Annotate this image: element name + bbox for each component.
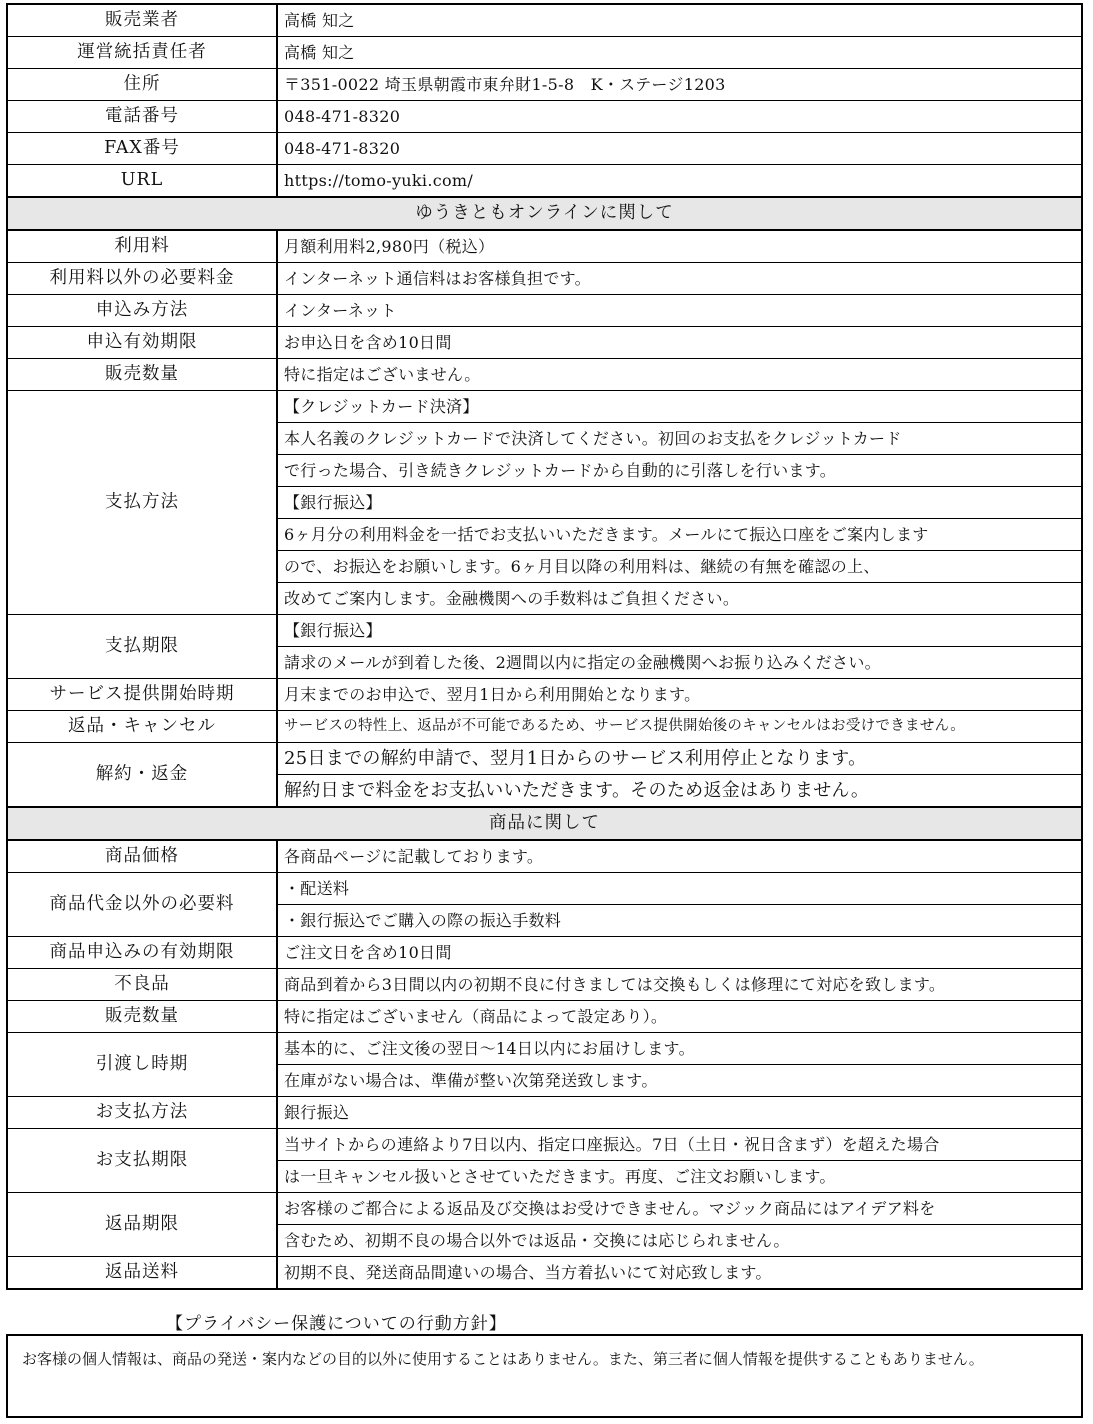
payment-line: で行った場合、引き続きクレジットカードから自動的に引落しを行います。 xyxy=(277,455,1082,487)
delivery-line: 基本的に、ご注文後の翌日～14日以内にお届けします。 xyxy=(277,1033,1082,1065)
payment-deadline-label: 支払期限 xyxy=(7,615,277,679)
payment-line: 【クレジットカード決済】 xyxy=(277,391,1082,423)
pay-deadline-line: は一旦キャンセル扱いとさせていただきます。再度、ご注文お願いします。 xyxy=(277,1161,1082,1193)
delivery-label: 引渡し時期 xyxy=(7,1033,277,1097)
deadline-line: 【銀行振込】 xyxy=(277,615,1082,647)
cancel-value: サービスの特性上、返品が不可能であるため、サービス提供開始後のキャンセルはお受けできません。 xyxy=(277,711,1082,743)
url-value: https://tomo-yuki.com/ xyxy=(277,165,1082,198)
return-fee-value: 初期不良、発送商品間違いの場合、当方着払いにて対応致します。 xyxy=(277,1257,1082,1290)
manager-value: 高橋 知之 xyxy=(277,37,1082,69)
apply-method-label: 申込み方法 xyxy=(7,295,277,327)
price-label: 商品価格 xyxy=(7,840,277,873)
address-value: 〒351-0022 埼玉県朝霞市東弁財1-5-8 K・ステージ1203 xyxy=(277,69,1082,101)
pay-method-label: お支払方法 xyxy=(7,1097,277,1129)
payment-line: ので、お振込をお願いします。6ヶ月目以降の利用料は、継続の有無を確認の上、 xyxy=(277,551,1082,583)
payment-line: 6ヶ月分の利用料金を一括でお支払いいただきます。メールにて振込口座をご案内します xyxy=(277,519,1082,551)
goods-validity-label: 商品申込みの有効期限 xyxy=(7,937,277,969)
refund-line: 25日までの解約申請で、翌月1日からのサービス利用停止となります。 xyxy=(277,743,1082,775)
extra-fee-line: ・銀行振込でご購入の際の振込手数料 xyxy=(277,905,1082,937)
price-value: 各商品ページに記載しております。 xyxy=(277,840,1082,873)
phone-value: 048-471-8320 xyxy=(277,101,1082,133)
service-start-label: サービス提供開始時期 xyxy=(7,679,277,711)
refund-label: 解約・返金 xyxy=(7,743,277,808)
defect-label: 不良品 xyxy=(7,969,277,1001)
delivery-line: 在庫がない場合は、準備が整い次第発送致します。 xyxy=(277,1065,1082,1097)
return-fee-label: 返品送料 xyxy=(7,1257,277,1290)
online-quantity-label: 販売数量 xyxy=(7,359,277,391)
payment-line: 【銀行振込】 xyxy=(277,487,1082,519)
seller-value: 高橋 知之 xyxy=(277,4,1082,37)
online-section-title: ゆうきともオンラインに関して xyxy=(7,197,1082,230)
goods-section-title: 商品に関して xyxy=(7,807,1082,840)
fax-label: FAX番号 xyxy=(7,133,277,165)
fax-value: 048-471-8320 xyxy=(277,133,1082,165)
phone-label: 電話番号 xyxy=(7,101,277,133)
address-label: 住所 xyxy=(7,69,277,101)
payment-line: 改めてご案内します。金融機関への手数料はご負担ください。 xyxy=(277,583,1082,615)
fee-label: 利用料 xyxy=(7,230,277,263)
legal-notice-table xyxy=(6,3,1083,1290)
return-label: 返品期限 xyxy=(7,1193,277,1257)
pay-method-value: 銀行振込 xyxy=(277,1097,1082,1129)
apply-method-value: インターネット xyxy=(277,295,1082,327)
payment-line: 本人名義のクレジットカードで決済してください。初回のお支払をクレジットカード xyxy=(277,423,1082,455)
deadline-line: 請求のメールが到着した後、2週間以内に指定の金融機関へお振り込みください。 xyxy=(277,647,1082,679)
pay-deadline-line: 当サイトからの連絡より7日以内、指定口座振込。7日（土日・祝日含まず）を超えた場合 xyxy=(277,1129,1082,1161)
goods-validity-value: ご注文日を含め10日間 xyxy=(277,937,1082,969)
online-quantity-value: 特に指定はございません。 xyxy=(277,359,1082,391)
apply-validity-value: お申込日を含め10日間 xyxy=(277,327,1082,359)
refund-line: 解約日まで料金をお支払いいただきます。そのため返金はありません。 xyxy=(277,775,1082,808)
other-fee-value: インターネット通信料はお客様負担です。 xyxy=(277,263,1082,295)
cancel-label: 返品・キャンセル xyxy=(7,711,277,743)
privacy-box xyxy=(6,1334,1083,1418)
return-line: お客様のご都合による返品及び交換はお受けできません。マジック商品にはアイデア料を xyxy=(277,1193,1082,1225)
privacy-title: 【プライバシー保護についての行動方針】 xyxy=(166,1314,507,1334)
pay-deadline-label: お支払期限 xyxy=(7,1129,277,1193)
other-fee-label: 利用料以外の必要料金 xyxy=(7,263,277,295)
privacy-text: お客様の個人情報は、商品の発送・案内などの目的以外に使用することはありません。また、第三者に個人情報を提供することもありません。 xyxy=(22,1350,984,1368)
goods-quantity-label: 販売数量 xyxy=(7,1001,277,1033)
fee-value: 月額利用料2,980円（税込） xyxy=(277,230,1082,263)
defect-value: 商品到着から3日間以内の初期不良に付きましては交換もしくは修理にて対応を致します。 xyxy=(277,969,1082,1001)
extra-fee-label: 商品代金以外の必要料 xyxy=(7,873,277,937)
url-label: URL xyxy=(7,165,277,198)
seller-label: 販売業者 xyxy=(7,4,277,37)
goods-quantity-value: 特に指定はございません（商品によって設定あり）。 xyxy=(277,1001,1082,1033)
payment-method-label: 支払方法 xyxy=(7,391,277,615)
apply-validity-label: 申込有効期限 xyxy=(7,327,277,359)
manager-label: 運営統括責任者 xyxy=(7,37,277,69)
return-line: 含むため、初期不良の場合以外では返品・交換には応じられません。 xyxy=(277,1225,1082,1257)
service-start-value: 月末までのお申込で、翌月1日から利用開始となります。 xyxy=(277,679,1082,711)
extra-fee-line: ・配送料 xyxy=(277,873,1082,905)
